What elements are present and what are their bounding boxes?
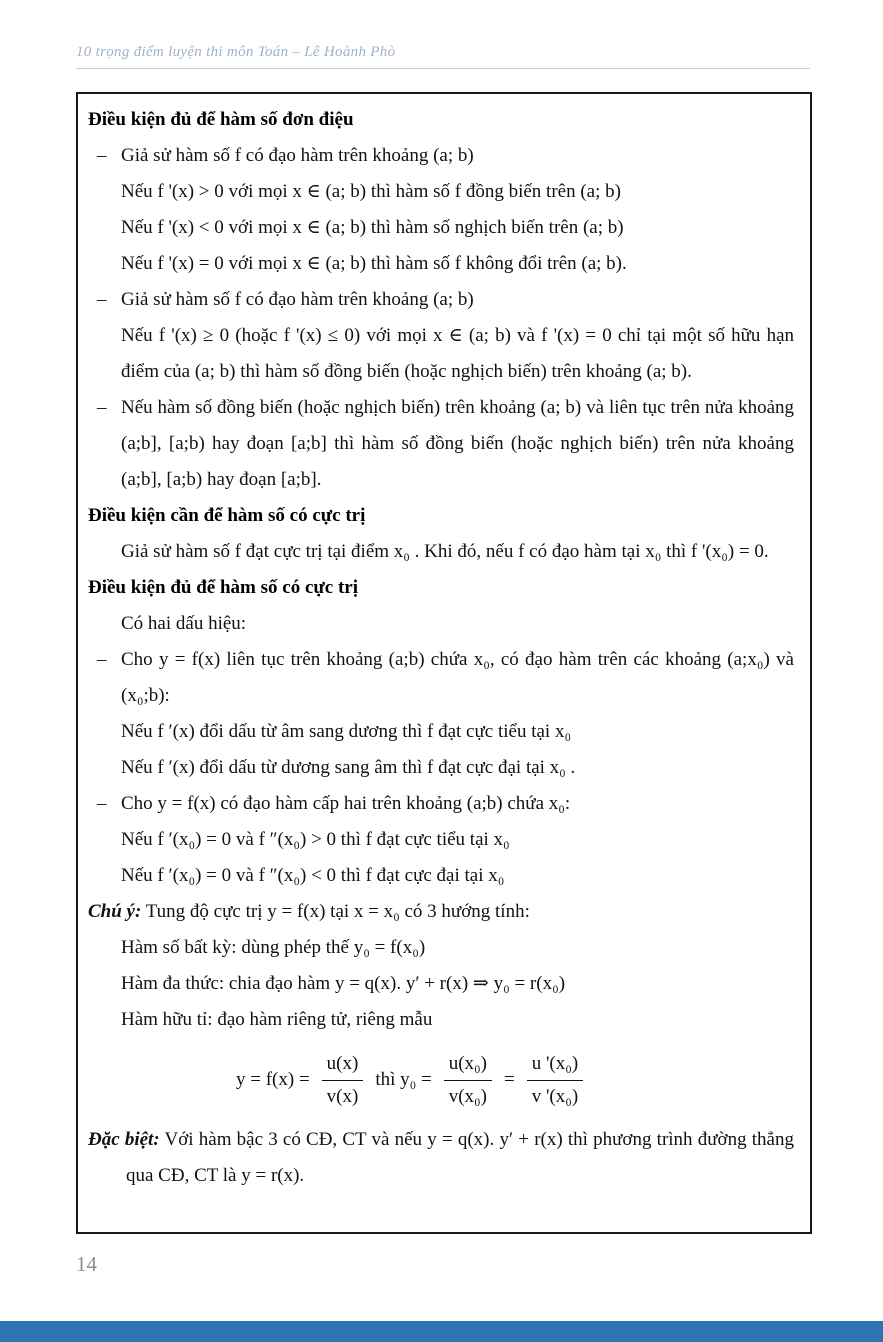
line-sign-change-min: Nếu f ′(x) đổi dấu từ âm sang dương thì f đạt cực tiểu tại x₀	[121, 721, 572, 742]
line-fprime-nonnegative: Nếu f '(x) ≥ 0 (hoặc f '(x) ≤ 0) với mọi x ∈ (a; b) và f '(x) = 0 chỉ tại một số hữu hạn điểm của (a; b) thì hàm số đồng biến (hoặc nghịch biến) trên khoảng (a; b).	[121, 325, 794, 382]
note-label: Chú ý:	[88, 901, 142, 922]
heading-sufficient-monotonic: Điều kiện đủ để hàm số đơn điệu	[88, 109, 354, 130]
bullet-text: Cho y = f(x) có đạo hàm cấp hai trên khoảng (a;b) chứa x₀:	[121, 793, 571, 814]
bullet-dash-icon: –	[97, 649, 107, 670]
bullet-text: Nếu hàm số đồng biến (hoặc nghịch biến) trên khoảng (a; b) và liên tục trên nửa khoảng (a;b], [a;b) hay đoạn [a;b] thì hàm số đồng biến (hoặc nghịch biến) trên nửa khoảng (a;b], [a;b) hay đoạn [a;b].	[121, 397, 794, 490]
fraction-uprime-vprime	[527, 1049, 583, 1112]
fraction-u-v	[322, 1049, 364, 1112]
fraction-numerator: u(x₀)	[444, 1049, 492, 1081]
special-label: Đặc biệt:	[88, 1129, 160, 1150]
note-paragraph	[88, 894, 794, 930]
bullet-text: Cho y = f(x) liên tục trên khoảng (a;b) chứa x₀, có đạo hàm trên các khoảng (a;x₀) và (x₀;b):	[121, 649, 794, 706]
fraction-numerator: u(x)	[322, 1049, 364, 1081]
heading-sufficient-extremum: Điều kiện đủ để hàm số có cực trị	[88, 577, 359, 598]
bullet-dash-icon: –	[97, 289, 107, 310]
bullet-derivative-exists-1	[88, 138, 794, 174]
line-method-substitution: Hàm số bất kỳ: dùng phép thế y₀ = f(x₀)	[121, 937, 426, 958]
bullet-dash-icon: –	[97, 397, 107, 418]
note-text: Tung độ cực trị y = f(x) tại x = x₀ có 3 hướng tính:	[141, 901, 530, 922]
running-header	[76, 44, 810, 69]
special-paragraph	[88, 1122, 794, 1194]
fraction-numerator: u '(x₀)	[527, 1049, 583, 1081]
bullet-text: Giả sử hàm số f có đạo hàm trên khoảng (a; b)	[121, 289, 474, 310]
bullet-dash-icon: –	[97, 793, 107, 814]
fraction-denominator: v '(x₀)	[531, 1085, 579, 1107]
bullet-second-sign	[88, 786, 794, 822]
line-sign-change-max: Nếu f ′(x) đổi dấu từ dương sang âm thì f đạt cực đại tại x₀ .	[121, 757, 576, 778]
formula-lhs: y = f(x) =	[236, 1069, 310, 1090]
page-number: 14	[76, 1252, 97, 1276]
fraction-denominator: v(x)	[326, 1085, 359, 1107]
bullet-first-sign	[88, 642, 794, 714]
bullet-monotonic-closure	[88, 390, 794, 498]
line-fprime-zero: Nếu f '(x) = 0 với mọi x ∈ (a; b) thì hàm số f không đổi trên (a; b).	[121, 253, 627, 274]
bullet-derivative-exists-2	[88, 282, 794, 318]
line-method-rational: Hàm hữu tỉ: đạo hàm riêng tử, riêng mẫu	[121, 1009, 433, 1030]
line-fprime-negative: Nếu f '(x) < 0 với mọi x ∈ (a; b) thì hàm số nghịch biến trên (a; b)	[121, 217, 624, 238]
formula-equals: =	[504, 1069, 515, 1090]
special-text: Với hàm bậc 3 có CĐ, CT và nếu y = q(x). y′ + r(x) thì phương trình đường thẳng qua CĐ, CT là y = r(x).	[126, 1129, 794, 1186]
line-second-derivative-min: Nếu f ′(x₀) = 0 và f ″(x₀) > 0 thì f đạt cực tiểu tại x₀	[121, 829, 510, 850]
fraction-denominator: v(x₀)	[448, 1085, 488, 1107]
heading-necessary-extremum: Điều kiện cần để hàm số có cực trị	[88, 505, 366, 526]
formula-mid: thì y₀ =	[375, 1069, 432, 1090]
bullet-dash-icon: –	[97, 145, 107, 166]
bullet-text: Giả sử hàm số f có đạo hàm trên khoảng (a; b)	[121, 145, 474, 166]
line-two-signs: Có hai dấu hiệu:	[121, 613, 247, 634]
running-header-title: 10 trọng điểm luyện thi môn Toán – Lê Hoành Phò	[76, 44, 396, 60]
footer-bar-decoration	[0, 1321, 883, 1342]
line-method-polynomial: Hàm đa thức: chia đạo hàm y = q(x). y′ + r(x) ⇒ y₀ = r(x₀)	[121, 973, 566, 994]
line-second-derivative-max: Nếu f ′(x₀) = 0 và f ″(x₀) < 0 thì f đạt cực đại tại x₀	[121, 865, 505, 886]
fraction-ux0-vx0	[444, 1049, 492, 1112]
rational-function-formula	[236, 1042, 794, 1118]
line-necessary-condition: Giả sử hàm số f đạt cực trị tại điểm x₀ . Khi đó, nếu f có đạo hàm tại x₀ thì f '(x₀) = 0.	[121, 541, 769, 562]
line-fprime-positive: Nếu f '(x) > 0 với mọi x ∈ (a; b) thì hàm số f đồng biến trên (a; b)	[121, 181, 621, 202]
content-box	[76, 92, 812, 1234]
